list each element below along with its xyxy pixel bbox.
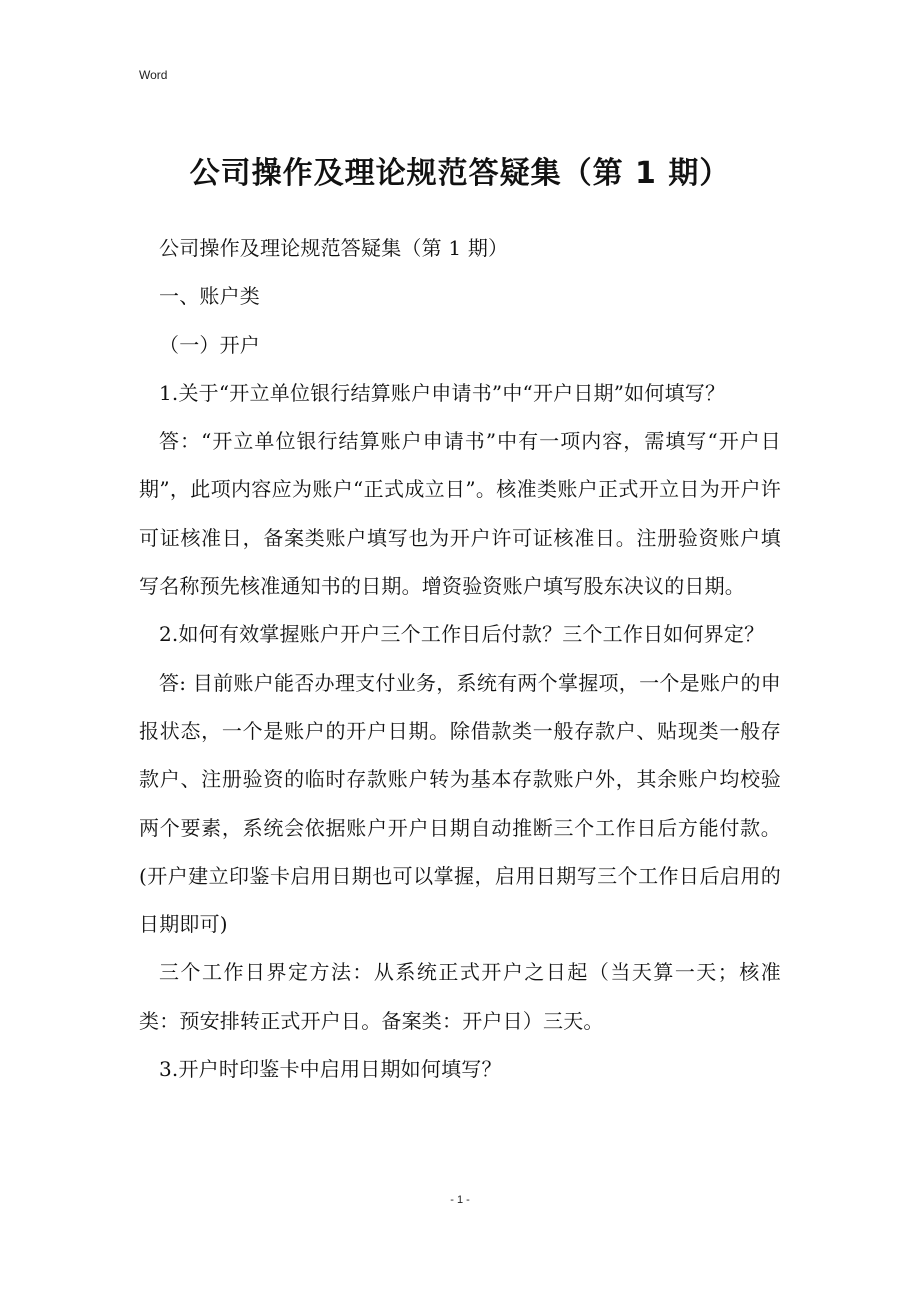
paragraph-subtitle: 公司操作及理论规范答疑集（第 1 期） — [159, 236, 509, 260]
answer-1: 答：“开立单位银行结算账户申请书”中有一项内容，需填写“开户日期”，此项内容应为账户“正式成立日”。核准类账户正式开立日为开户许可证核准日，备案类账户填写也为开户许可证核准日。注册验资账户填写名称预先核准通知书的日期。增资验资账户填写股东决议的日期。 — [139, 429, 781, 599]
document-body — [139, 224, 781, 1093]
question-1: 1.关于“开立单位银行结算账户申请书”中“开户日期”如何填写？ — [159, 380, 726, 405]
question-2: 2.如何有效掌握账户开户三个工作日后付款？三个工作日如何界定？ — [159, 622, 765, 647]
header-label: Word — [139, 68, 168, 82]
document-title: 公司操作及理论规范答疑集（第 1 期） — [189, 156, 731, 191]
section-heading: 一、账户类 — [159, 284, 260, 309]
subsection-heading: （一）开户 — [159, 332, 260, 357]
answer-2: 答: 目前账户能否办理支付业务，系统有两个掌握项，一个是账户的申报状态，一个是账户的开户日期。除借款类一般存款户、贴现类一般存款户、注册验资的临时存款账户转为基本存款账户外，其余账户均校验两个要素，系统会依据账户开户日期自动推断三个工作日后方能付款。(开户建立印鉴卡启用日期也可以掌握，启用日期写三个工作日后启用的日期即可) — [139, 670, 781, 937]
answer-2-definition: 三个工作日界定方法：从系统正式开户之日起（当天算一天；核准类：预安排转正式开户日。备案类：开户日）三天。 — [139, 960, 781, 1033]
question-3: 3.开户时印鉴卡中启用日期如何填写？ — [159, 1057, 502, 1082]
page-number: - 1 - — [450, 1194, 470, 1206]
